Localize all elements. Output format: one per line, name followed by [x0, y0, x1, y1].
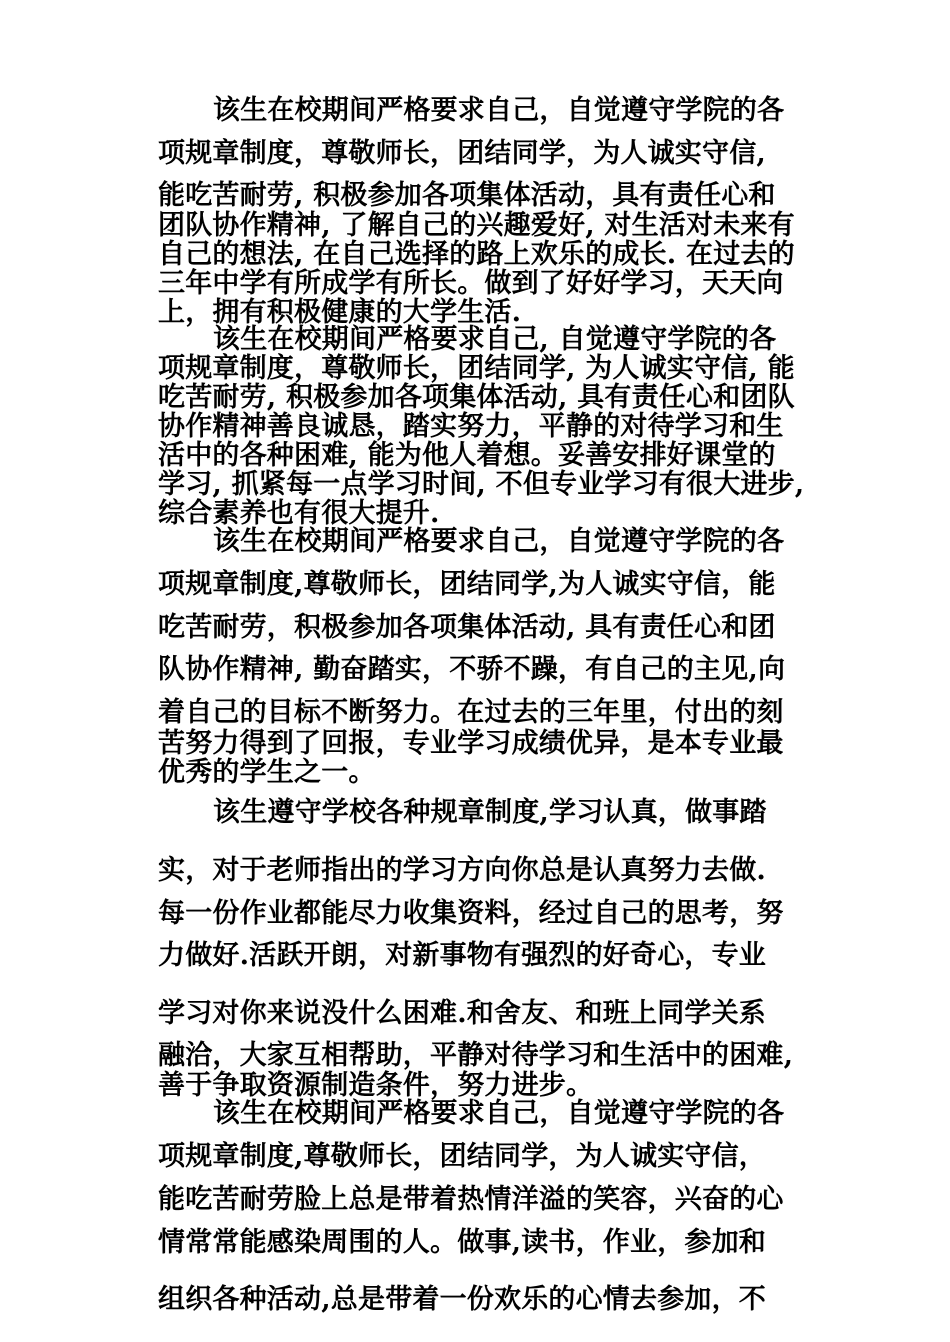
text-line: 优秀的学生之一。: [158, 757, 376, 788]
text-line: 吃苦耐劳，积极参加各项集体活动, 具有责任心和团: [158, 612, 776, 643]
text-line: 该生在校期间严格要求自己, 自觉遵守学院的各: [213, 324, 777, 355]
text-line: 上，拥有积极健康的大学生活.: [158, 297, 522, 328]
text-line: 吃苦耐劳, 积极参加各项集体活动, 具有责任心和团队: [158, 382, 795, 413]
text-line: 该生遵守学校各种规章制度,学习认真，做事踏: [213, 797, 767, 828]
text-line: 自己的想法, 在自己选择的路上欢乐的成长. 在过去的: [158, 239, 795, 270]
text-line: 实，对于老师指出的学习方向你总是认真努力去做.: [158, 855, 766, 886]
text-line: 活中的各种困难, 能为他人着想。妥善安排好课堂的: [158, 440, 776, 471]
text-line: 项规章制度，尊敬师长，团结同学, 为人诚实守信, 能: [158, 353, 795, 384]
text-line: 情常常能感染周围的人。做事,读书，作业，参加和: [158, 1227, 766, 1258]
text-line: 项规章制度，尊敬师长，团结同学，为人诚实守信,: [158, 138, 766, 169]
text-line: 团队协作精神, 了解自己的兴趣爱好, 对生活对未来有: [158, 210, 795, 241]
text-line: 综合素养也有很大提升.: [158, 498, 440, 529]
text-line: 三年中学有所成学有所长。做到了好好学习，天天向: [158, 268, 784, 299]
text-line: 队协作精神, 勤奋踏实，不骄不躁，有自己的主见,向: [158, 654, 786, 685]
text-line: 能吃苦耐劳脸上总是带着热情洋溢的笑容，兴奋的心: [158, 1184, 784, 1215]
text-line: 每一份作业都能尽力收集资料，经过自己的思考，努: [158, 898, 784, 929]
text-line: 学习, 抓紧每一点学习时间, 不但专业学习有很大进步,: [158, 469, 805, 500]
text-line: 学习对你来说没什么困难.和舍友、和班上同学关系: [158, 998, 766, 1029]
text-line: 该生在校期间严格要求自己，自觉遵守学院的各: [213, 95, 785, 126]
text-line: 该生在校期间严格要求自己，自觉遵守学院的各: [213, 1098, 785, 1129]
text-line: 项规章制度,尊敬师长，团结同学,为人诚实守信，能: [158, 569, 776, 600]
text-line: 项规章制度,尊敬师长，团结同学，为人诚实守信，: [158, 1141, 766, 1172]
text-line: 力做好.活跃开朗，对新事物有强烈的好奇心，专业: [158, 940, 766, 971]
text-line: 协作精神善良诚恳，踏实努力，平静的对待学习和生: [158, 411, 784, 442]
text-line: 组织各种活动,总是带着一份欢乐的心情去参加，不: [158, 1284, 766, 1315]
text-line: 善于争取资源制造条件，努力进步。: [158, 1070, 594, 1101]
text-line: 能吃苦耐劳, 积极参加各项集体活动，具有责任心和: [158, 180, 776, 211]
text-line: 该生在校期间严格要求自己，自觉遵守学院的各: [213, 526, 785, 557]
text-line: 着自己的目标不断努力。在过去的三年里，付出的刻: [158, 697, 784, 728]
text-line: 苦努力得到了回报，专业学习成绩优异，是本专业最: [158, 728, 784, 759]
text-line: 融洽，大家互相帮助，平静对待学习和生活中的困难,: [158, 1040, 794, 1071]
